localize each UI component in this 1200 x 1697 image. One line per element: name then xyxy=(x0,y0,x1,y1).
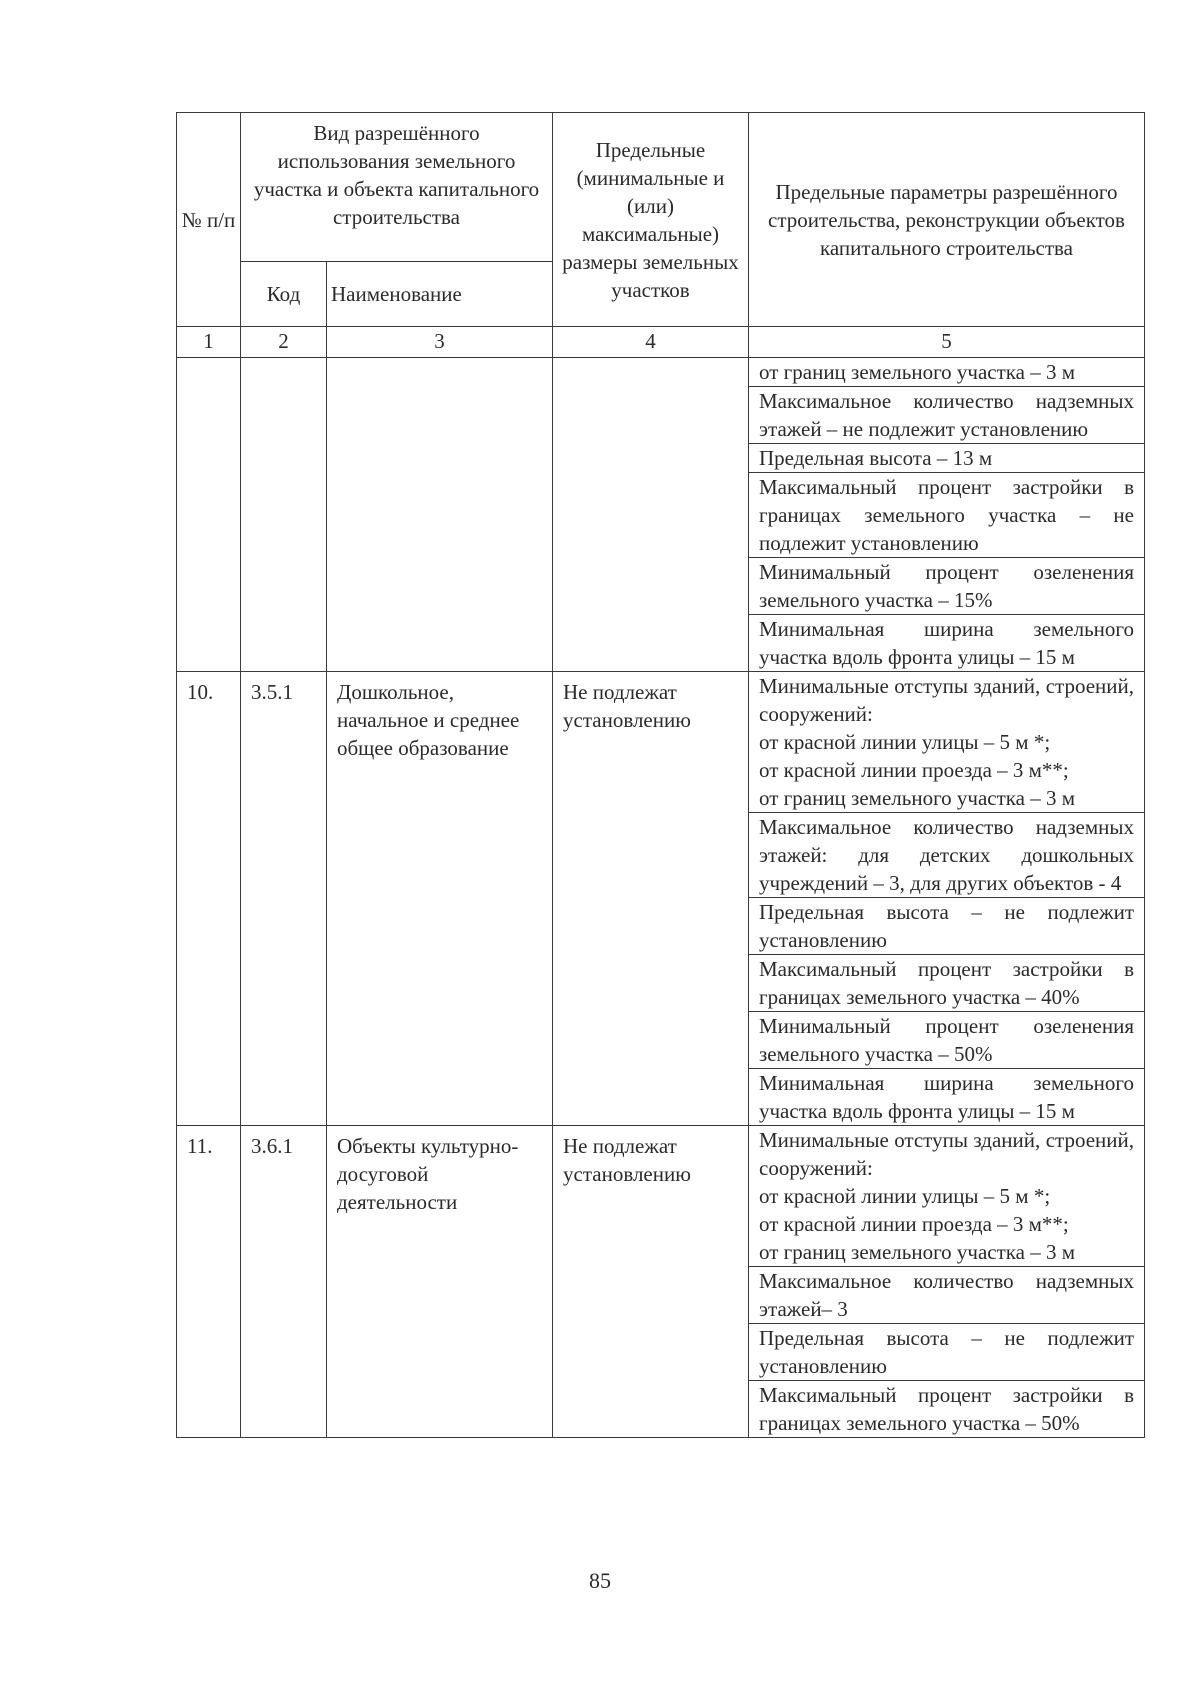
parameter-item: Максимальное количество надземных этажей: для детских дошкольных учреждений – 3, для других объектов - 4 xyxy=(749,812,1144,897)
header-name: Наименование xyxy=(327,262,553,327)
parameters-cell xyxy=(749,672,1145,1126)
use-code-cell: 3.6.1 xyxy=(241,1126,327,1438)
parameters-list xyxy=(749,1126,1144,1437)
parameter-item: Предельная высота – 13 м xyxy=(749,443,1144,472)
column-number: 5 xyxy=(749,327,1145,358)
parameter-item: от границ земельного участка – 3 м xyxy=(759,360,1076,384)
use-name-cell xyxy=(327,358,553,672)
plot-sizes-cell: Не подлежат установлению xyxy=(553,1126,749,1438)
plot-sizes-cell: Не подлежат установлению xyxy=(553,672,749,1126)
header-use-kind: Вид разрешённого использования земельного участка и объекта капитального строительства xyxy=(241,113,553,262)
parameter-item: Минимальные отступы зданий, строений, сооружений: от красной линии улицы – 5 м *; от красной линии проезда – 3 м**; от границ земельного участка – 3 м xyxy=(759,674,1134,810)
row-number-cell xyxy=(177,358,241,672)
plot-sizes-cell xyxy=(553,358,749,672)
header-params: Предельные параметры разрешённого строительства, реконструкции объектов капитального строительства xyxy=(749,113,1145,327)
parameter-item: Максимальное количество надземных этажей – не подлежит установлению xyxy=(749,386,1144,443)
column-number: 2 xyxy=(241,327,327,358)
parameters-cell xyxy=(749,358,1145,672)
table-row xyxy=(177,672,1145,1126)
parameters-cell xyxy=(749,1126,1145,1438)
parameter-item: Предельная высота – не подлежит установлению xyxy=(749,897,1144,954)
parameter-item: Минимальный процент озеленения земельного участка – 15% xyxy=(749,557,1144,614)
table-body xyxy=(177,358,1145,1438)
header-code: Код xyxy=(241,262,327,327)
parameter-item: Максимальный процент застройки в границах земельного участка – не подлежит установлению xyxy=(749,472,1144,557)
use-name-cell: Дошкольное, начальное и среднее общее образование xyxy=(327,672,553,1126)
page-number: 85 xyxy=(589,1568,611,1593)
row-number-cell: 10. xyxy=(177,672,241,1126)
parameter-item: Минимальная ширина земельного участка вдоль фронта улицы – 15 м xyxy=(749,1068,1144,1125)
parameter-item: Минимальный процент озеленения земельного участка – 50% xyxy=(749,1011,1144,1068)
header-row-1 xyxy=(177,113,1145,262)
column-number: 3 xyxy=(327,327,553,358)
column-number: 4 xyxy=(553,327,749,358)
use-code-cell xyxy=(241,358,327,672)
table-row xyxy=(177,1126,1145,1438)
parameters-list xyxy=(749,358,1144,671)
parameters-list xyxy=(749,672,1144,1125)
parameter-item: Предельная высота – не подлежит установлению xyxy=(749,1323,1144,1380)
parameter-item: Максимальное количество надземных этажей– 3 xyxy=(749,1266,1144,1323)
use-code-cell: 3.5.1 xyxy=(241,672,327,1126)
parameter-item: Минимальные отступы зданий, строений, сооружений: от красной линии улицы – 5 м *; от красной линии проезда – 3 м**; от границ земельного участка – 3 м xyxy=(759,1128,1134,1264)
column-number-row xyxy=(177,327,1145,358)
header-num: № п/п xyxy=(177,113,241,327)
parameter-item: Максимальный процент застройки в границах земельного участка – 50% xyxy=(749,1380,1144,1437)
parameter-item: Минимальная ширина земельного участка вдоль фронта улицы – 15 м xyxy=(749,614,1144,671)
header-sizes: Предельные (минимальные и (или) максимальные) размеры земельных участков xyxy=(553,113,749,327)
parameter-item: Максимальный процент застройки в границах земельного участка – 40% xyxy=(749,954,1144,1011)
column-number: 1 xyxy=(177,327,241,358)
table-row xyxy=(177,358,1145,672)
regulations-sheet xyxy=(176,112,1144,1438)
land-use-table xyxy=(176,112,1145,1438)
row-number-cell: 11. xyxy=(177,1126,241,1438)
use-name-cell: Объекты культурно-досуговой деятельности xyxy=(327,1126,553,1438)
